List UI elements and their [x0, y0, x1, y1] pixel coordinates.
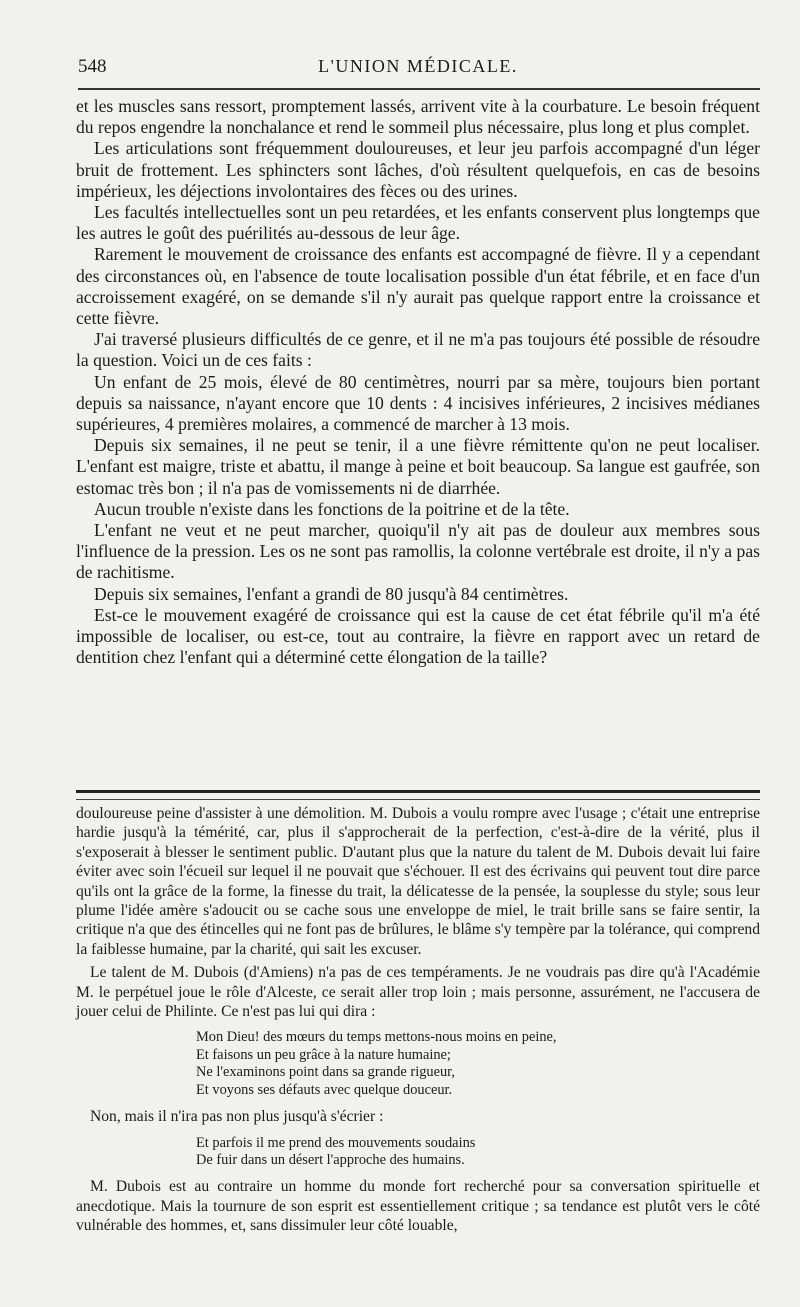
feuilleton-paragraph: douloureuse peine d'assister à une démolition. M. Dubois a voulu rompre avec l'usage ; c'était une entreprise hardie jusqu'à la témérité, car, plus il s'approcherait de la perfection, c'est-à-dire de la vérité, plus il s'exposerait à blesser le sentiment public. D'autant plus que la nature du talent de M. Dubois devait lui faire éviter avec soin l'écueil sur lequel il ne pouvait que s'échouer. Il est des écrivains qui peuvent tout dire parce qu'ils ont la grâce de la forme, la finesse du trait, la délicatesse de la pensée, la souplesse du style; sous leur plume l'idée amère s'adoucit ou se cache sous une enveloppe de miel, le trait brille sans se faire sentir, la critique n'a que des étincelles qui ne font pas de brûlures, le blâme s'y tempère par la tolérance, qui comprend la faiblesse humaine, par la charité, qui sait les excuser.	[76, 805, 760, 958]
feuilleton	[76, 804, 760, 1240]
paragraph: Depuis six semaines, il ne peut se tenir, il a une fièvre rémittente qu'on ne peut localiser. L'enfant est maigre, triste et abattu, il mange à peine et boit beaucoup. Sa langue est gaufrée, son estomac très bon ; il n'a pas de vomissements ni de diarrhée.	[76, 435, 760, 498]
header-rule	[78, 88, 760, 90]
paragraph: L'enfant ne veut et ne peut marcher, quoiqu'il n'y ait pas de douleur aux membres sous l'influence de la pression. Les os ne sont pas ramollis, la colonne vertébrale est droite, il n'y a pas de rachitisme.	[76, 520, 760, 583]
verse-quote	[196, 1029, 760, 1099]
verse-line: De fuir dans un désert l'approche des humains.	[196, 1151, 465, 1168]
running-title: L'UNION MÉDICALE.	[318, 56, 518, 76]
verse-line: Et voyons ses défauts avec quelque douceur.	[196, 1081, 453, 1098]
paragraph: Est-ce le mouvement exagéré de croissance qui est la cause de cet état fébrile qu'il m'a été impossible de localiser, ou est-ce, tout au contraire, la fièvre en rapport avec un retard de dentition chez l'enfant qui a déterminé cette élongation de la taille?	[76, 604, 760, 668]
feuilleton-paragraph: M. Dubois est au contraire un homme du monde fort recherché pour sa conversation spirituelle et anecdotique. Mais la tournure de son esprit est essentiellement critique ; sa tendance est plutôt vers le côté vulnérable des hommes, et, sans dissimuler leur côté louable,	[76, 1178, 760, 1235]
verse-line: Et parfois il me prend des mouvements soudains	[196, 1134, 476, 1151]
verse-line: Mon Dieu! des mœurs du temps mettons-nous moins en peine,	[196, 1029, 557, 1046]
paragraph: Aucun trouble n'existe dans les fonctions de la poitrine et de la tête.	[94, 498, 570, 519]
paragraph: Les articulations sont fréquemment douloureuses, et leur jeu parfois accompagné d'un léger bruit de frottement. Les sphincters sont lâches, d'où résultent quelquefois, en cas de besoins impérieux, les déjections involontaires des fèces ou des urines.	[76, 138, 760, 201]
paragraph: Les facultés intellectuelles sont un peu retardées, et les enfants conservent plus longtemps que les autres le goût des puérilités au-dessous de leur âge.	[76, 202, 760, 244]
paragraph: Rarement le mouvement de croissance des enfants est accompagné de fièvre. Il y a cependant des circonstances où, en l'absence de toute localisation possible d'un état fébrile, et en face d'un accroissement exagéré, on se demande s'il n'y aurait pas quelque rapport entre la croissance et cette fièvre.	[76, 244, 760, 329]
paragraph: Depuis six semaines, l'enfant a grandi de 80 jusqu'à 84 centimètres.	[94, 583, 569, 604]
verse-quote	[196, 1135, 760, 1170]
main-article	[76, 96, 760, 668]
verse-line: Et faisons un peu grâce à la nature humaine;	[196, 1046, 451, 1063]
feuilleton-paragraph: Le talent de M. Dubois (d'Amiens) n'a pas de ces tempéraments. Je ne voudrais pas dire qu'à l'Académie M. le perpétuel joue le rôle d'Alceste, ce serait aller trop loin ; mais personne, assurément, ne l'accusera de jouer celui de Philinte. Ce n'est pas lui qui dira :	[76, 964, 760, 1021]
paragraph: J'ai traversé plusieurs difficultés de ce genre, et il ne m'a pas toujours été possible de résoudre la question. Voici un de ces faits :	[76, 329, 760, 371]
page-header	[78, 56, 758, 86]
feuilleton-paragraph: Non, mais il n'ira pas non plus jusqu'à s'écrier :	[90, 1108, 384, 1126]
paragraph: Un enfant de 25 mois, élevé de 80 centimètres, nourri par sa mère, toujours bien portant depuis sa naissance, n'ayant encore que 10 dents : 4 incisives inférieures, 2 incisives médianes supérieures, 4 premières molaires, a commencé de marcher à 13 mois.	[76, 371, 760, 435]
paragraph: et les muscles sans ressort, promptement lassés, arrivent vite à la courbature. Le besoin fréquent du repos engendre la nonchalance et rend le sommeil plus nécessaire, plus long et plus complet.	[76, 96, 760, 138]
feuilleton-separator	[76, 790, 760, 800]
page-number: 548	[78, 56, 107, 77]
verse-line: Ne l'examinons point dans sa grande rigueur,	[196, 1064, 455, 1081]
